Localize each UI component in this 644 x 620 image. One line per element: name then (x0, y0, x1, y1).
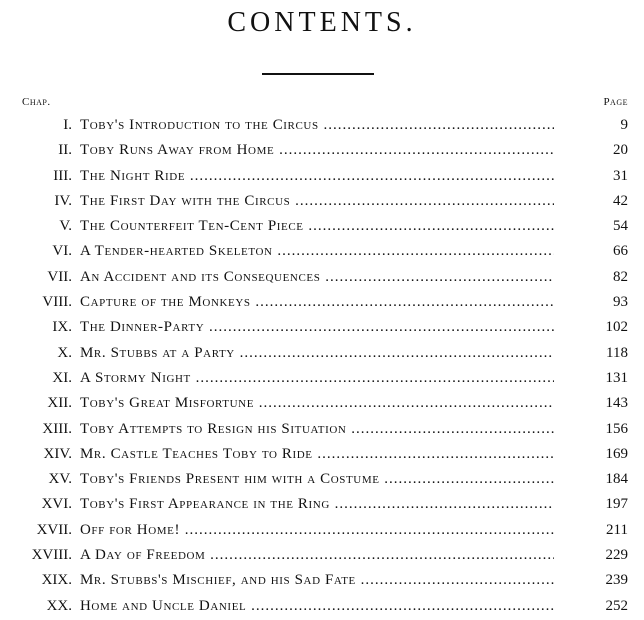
chapter-title: Mr. Castle Teaches Toby to Ride ..... (80, 443, 554, 465)
toc-entry (0, 418, 644, 443)
chapter-title: Toby's Introduction to the Circus ..... (80, 114, 554, 136)
chapter-number: XIV. (43, 445, 72, 462)
page-number: 169 (605, 445, 628, 462)
toc-entry (0, 190, 644, 215)
toc-entry (0, 468, 644, 493)
toc-entry (0, 367, 644, 392)
title-rule (262, 73, 374, 75)
chapter-title: A Day of Freedom ..... (80, 544, 554, 566)
page-number: 102 (605, 319, 628, 336)
page-number: 229 (605, 547, 628, 564)
page-number: 9 (620, 117, 628, 133)
toc-entry (0, 139, 644, 164)
chapter-title: The Counterfeit Ten-Cent Piece ..... (80, 215, 554, 237)
toc-entry (0, 569, 644, 594)
chapter-number: VI. (52, 243, 72, 260)
toc-entry (0, 240, 644, 265)
toc-entry (0, 316, 644, 341)
toc-entry (0, 342, 644, 367)
chapter-column-header: Chap. (22, 96, 51, 108)
chapter-title: Off for Home! ..... (80, 519, 554, 541)
page-number: 131 (605, 369, 628, 386)
chapter-number: XIX. (41, 572, 72, 589)
toc-entry (0, 114, 644, 139)
chapter-title: Mr. Stubbs's Mischief, and his Sad Fate ..... (80, 569, 554, 591)
chapter-number: XX. (46, 597, 72, 614)
page-number: 184 (605, 471, 628, 488)
chapter-number: XI. (52, 369, 72, 386)
page-number: 93 (613, 294, 628, 311)
toc-entry (0, 392, 644, 417)
page-number: 156 (605, 420, 628, 437)
chapter-number: XVII. (36, 521, 72, 538)
page-title: CONTENTS. (227, 7, 417, 38)
toc-entry (0, 215, 644, 240)
chapter-title: Toby Attempts to Resign his Situation ..... (80, 418, 554, 440)
toc-entry (0, 493, 644, 518)
chapter-title: Toby's Great Misfortune ..... (80, 392, 554, 414)
chapter-title: The Dinner-Party ..... (80, 316, 554, 338)
chapter-number: V. (59, 218, 72, 235)
chapter-title: Mr. Stubbs at a Party ..... (80, 342, 554, 364)
chapter-number: XII. (47, 395, 72, 412)
chapter-number: IX. (52, 319, 72, 336)
page-number: 54 (613, 218, 628, 235)
page-number: 211 (606, 521, 628, 538)
chapter-title: Toby's Friends Present him with a Costume ..... (80, 468, 554, 490)
chapter-title: Toby's First Appearance in the Ring ..... (80, 493, 554, 515)
chapter-number: II. (58, 142, 72, 159)
chapter-title: Toby Runs Away from Home ..... (80, 139, 554, 161)
toc-entry (0, 266, 644, 291)
chapter-number: VII. (47, 268, 72, 285)
chapter-number: XV. (48, 471, 72, 488)
table-of-contents (0, 114, 644, 620)
chapter-number: XIII. (42, 420, 72, 437)
page-number: 252 (605, 597, 628, 614)
page-number: 118 (606, 344, 628, 361)
page-number: 31 (613, 167, 628, 184)
page-number: 42 (613, 192, 628, 209)
chapter-title: An Accident and its Consequences ..... (80, 266, 554, 288)
chapter-number: XVI. (41, 496, 72, 513)
chapter-title: Capture of the Monkeys ..... (80, 291, 554, 313)
toc-entry (0, 443, 644, 468)
toc-entry (0, 544, 644, 569)
page-number: 20 (613, 142, 628, 159)
page-number: 143 (605, 395, 628, 412)
chapter-title: A Stormy Night ..... (80, 367, 554, 389)
chapter-title: The Night Ride ..... (80, 165, 554, 187)
page-number: 197 (605, 496, 628, 513)
page-number: 66 (613, 243, 628, 260)
toc-entry (0, 165, 644, 190)
chapter-number: X. (57, 344, 72, 361)
toc-entry (0, 291, 644, 316)
chapter-number: III. (53, 167, 72, 184)
chapter-title: Home and Uncle Daniel ..... (80, 595, 554, 617)
chapter-number: IV. (54, 192, 72, 209)
chapter-title: A Tender-hearted Skeleton ..... (80, 240, 554, 262)
page-number: 82 (613, 268, 628, 285)
toc-entry (0, 595, 644, 620)
chapter-number: I. (63, 117, 72, 133)
chapter-title: The First Day with the Circus ..... (80, 190, 554, 212)
page-column-header: Page (603, 96, 628, 108)
page-number: 239 (605, 572, 628, 589)
chapter-number: VIII. (42, 294, 72, 311)
toc-entry (0, 519, 644, 544)
chapter-number: XVIII. (31, 547, 72, 564)
